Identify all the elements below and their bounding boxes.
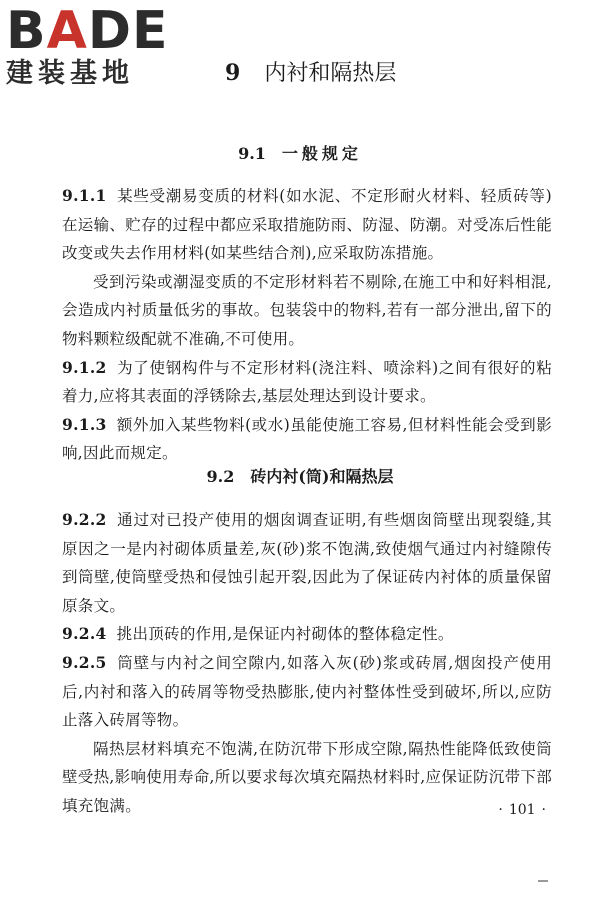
paragraph (62, 182, 552, 268)
paragraph-text: 筒壁与内衬之间空隙内,如落入灰(砂)浆或砖屑,烟囱投产使用后,内衬和落入的砖屑等物受热膨胀,使内衬整体性受到破坏,所以,应防止落入砖屑等物。 (62, 653, 552, 730)
paragraph-text: 受到污染或潮湿变质的不定形材料若不剔除,在施工中和好料相混,会造成内衬质量低劣的事故。包装袋中的物料,若有一部分泄出,留下的物料颗粒级配就不准确,不可使用。 (62, 272, 552, 348)
section-body (62, 182, 552, 468)
paragraph (62, 411, 552, 468)
section-number: 9.1 (238, 144, 266, 163)
paragraph (62, 620, 552, 649)
chapter-heading (225, 58, 396, 89)
clause-number: 9.1.1 (62, 186, 107, 205)
clause-number: 9.1.2 (62, 357, 107, 377)
paragraph-text: 通过对已投产使用的烟囱调查证明,有些烟囱筒壁出现裂缝,其原因之一是内衬砌体质量差,灰(砂)浆不饱满,致使烟气通过内衬缝隙传到筒壁,使筒壁受热和侵蚀引起开裂,因此为了保证砖内衬体的质量保留原条文。 (62, 511, 552, 615)
clause-number: 9.1.3 (62, 414, 107, 434)
bade-logo (4, 2, 179, 92)
paragraph-text: 隔热层材料填充不饱满,在防沉带下形成空隙,隔热性能降低致使筒壁受热,影响使用寿命,所以要求每次填充隔热材料时,应保证防沉带下部填充饱满。 (62, 739, 552, 815)
clause-number: 9.2.2 (62, 510, 107, 529)
section-title: 砖内衬(筒)和隔热层 (250, 467, 394, 486)
paragraph-text: 为了使钢构件与不定形材料(浇注料、喷涂料)之间有很好的粘着力,应将其表面的浮锈除去,基层处理达到设计要求。 (62, 358, 552, 406)
scan-mark (538, 880, 548, 882)
paragraph-text: 挑出顶砖的作用,是保证内衬砌体的整体稳定性。 (116, 625, 454, 644)
section-number: 9.2 (206, 467, 235, 486)
paragraph-text: 额外加入某些物料(或水)虽能使施工容易,但材料性能会受到影响,因此而规定。 (62, 415, 552, 463)
section-title: 一般规定 (281, 144, 362, 163)
paragraph (62, 506, 552, 620)
clause-number: 9.2.5 (62, 652, 107, 672)
page-number: · 101 · (498, 802, 546, 818)
chapter-title: 内衬和隔热层 (264, 61, 397, 86)
paragraph (62, 649, 552, 735)
logo-subtitle: 建装基地 (6, 58, 134, 89)
clause-number: 9.2.4 (62, 624, 107, 644)
logo-wordmark: BADE (6, 1, 169, 61)
paragraph (62, 735, 552, 821)
section-body (62, 506, 552, 821)
paragraph (62, 354, 552, 411)
section-heading (0, 143, 600, 165)
paragraph-text: 某些受潮易变质的材料(如水泥、不定形耐火材料、轻质砖等)在运输、贮存的过程中都应采取措施防雨、防湿、防潮。对受冻后性能改变或失去作用材料(如某些结合剂),应采取防冻措施。 (62, 187, 552, 263)
chapter-number: 9 (225, 60, 241, 86)
paragraph (62, 268, 552, 354)
section-heading (0, 466, 600, 488)
